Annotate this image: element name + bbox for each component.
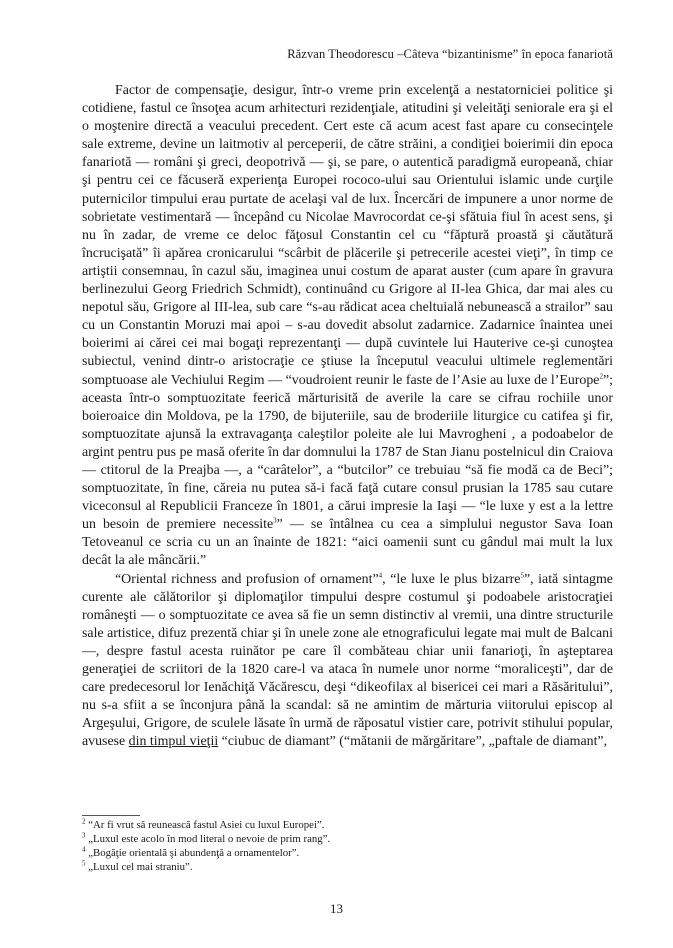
footnote-4 xyxy=(82,846,613,860)
running-header: Răzvan Theodorescu –Câteva “bizantinisme” în epoca fanariotă xyxy=(287,47,613,61)
paragraph-1-text-a: Factor de compensaţie, desigur, într-o vreme prin excelenţă a nestatorniciei politice şi cotidiene, fastul ce însoţea acum arhitecturi rezidenţiale, atitudini şi veleităţi seniorale era şi el o moştenire directă a veacului precedent. Cert este că acum acest fast apare cu consecinţele sale extreme, devine un laitmotiv al perceperii, de către străini, a condiţiei boierimii din epoca fanariotă — români şi greci, deopotrivă — şi, se pare, o autentică paradigmă europeană, chiar şi pentru cei ce făcuseră experienţa Europei rococo-ului sau Orientului islamic unde curţile puternicilor timpului erau purtate de acelaşi val de lux. Încercări de impunere a unor norme de sobrietate vestimentară — începând cu Nicolae Mavrocordat ce-şi sfătuia fiul în acest sens, şi nu în zadar, de vreme ce deloc făţosul Constantin cel cu “făptură proastă şi căutătură încrucişată” îi apărea cronicarului “scârbit de plăcerile şi petrecerile acestei vieţi”, în timp ce artiştii consemnau, în cazul său, imaginea unui costum de aparat auster (cum apare în gravura berlinezului Georg Friedrich Schmidt), continuând cu Grigore al II-lea Ghica, dar mai ales cu nepotul său, Grigore al III-lea, sub care “s-au rădicat acea cheltuială nebunească a strailor” sau cu un Constantin Moruzi mai apoi – s-au dovedit absolut zadarnice. Zadarnice înaintea unei boierimi ai cărei cei mai bogaţi reprezentanţi — după cuvintele lui Hauterive ce-şi cunoştea subiectul, venind dintr-o aristocraţie ce ştiuse la începutul veacului ultimele reglementări somptuoase ale Vechiului Regim — “voudroient reunir le faste de l’Asie au luxe de l’Europe xyxy=(82,83,613,388)
footnote-3 xyxy=(82,832,613,846)
footnote-text: “Ar fi vrut să reunească fastul Asiei cu luxul Europei”. xyxy=(85,819,325,831)
paragraph-2-text-b: , “le luxe le plus bizarre xyxy=(382,571,521,587)
paragraph-2-text-c: ”, iată sintagme curente ale călătorilor şi diplomaţilor timpului despre costumul şi podoabele aristocraţiei româneşti — o somptuozitate ce avea să fie un semn distinctiv al vremii, una dintre structurile sale artistice, difuz prezentă chiar şi în unele zone ale etnograficului legate mai mult de Balcani —, despre fastul acesta ruinător pe care îl combăteau chiar unii fanarioţi, în aşteptarea generaţiei de scriitori de la 1820 care-l va ataca în numele unor norme “moraliceşti”, dar de care predecesorul lor Ienăchiţă Văcărescu, deşi “dikeofilax al bisericei cei mari a Răsăritului”, nu s-a sfiit a se înconjura până la scandal: să ne amintim de mărturia viitorului episcop al Argeşului, Grigore, de sculele lăsate în urmă de răposatul vistier care, potrivit stihului popular, avusese xyxy=(82,571,613,750)
footnote-ref-4: 4 xyxy=(378,570,383,579)
footnote-number: 5 xyxy=(82,859,86,868)
footnote-number: 2 xyxy=(82,817,86,826)
footnote-5 xyxy=(82,860,613,874)
paragraph-2-text-a: “Oriental richness and profusion of ornament” xyxy=(115,571,379,587)
footnote-text: „Luxul este acolo în mod literal o nevoie de prim rang”. xyxy=(85,833,331,846)
footnote-number: 4 xyxy=(82,845,86,854)
body-text xyxy=(82,82,613,751)
underlined-phrase: din timpul vieţii xyxy=(128,734,219,750)
paragraph-1-text-c: ” — se întâlnea cu cea a simplului negustor Sava Ioan Tetoveanul ce scria cu un an înainte de 1821: “aici oamenii sunt cu gândul mai mult la lux decât la ale mâncării.” xyxy=(82,517,613,569)
paragraph-1 xyxy=(82,82,613,571)
paragraph-2-text-d: “ciubuc de diamant” (“mătanii de mărgăritare”, „paftale de diamant”, xyxy=(218,734,608,750)
paragraph-2 xyxy=(82,571,613,752)
paragraph-1-text-b: ”; aceasta într-o somptuozitate feerică mărturisită de averile la care se cifrau rochiile unor boieroaice din Moldova, pe la 1790, de bijuteriile, sau de broderiile liturgice cu catifea şi fir, somptuozitate ajunsă la extravaganţa caleştilor poleite ale lui Mavrogheni , a podoabelor de argint pentru pus pe masă oferite în dar domnului la 1787 de Stan Jianu postelnicul din Craiova — ctitorul de la Preajba —, a “carâtelor”, a “butcilor” ce trebuiau “să fie modă ca de Beci”; somptuozitate, în fine, căreia nu putea să-i facă faţă cutare consul prusian la 1785 sau cutare viceconsul al Republicii Franceze în 1801, a cărui impresie la Iaşi — “le luxe y est a la lettre un besoin de premiere necessite xyxy=(82,372,613,533)
footnote-2 xyxy=(82,818,613,832)
page-number: 13 xyxy=(330,901,343,916)
footnote-ref-5: 5 xyxy=(520,570,524,579)
footnote-text: „Luxul cel mai straniu”. xyxy=(85,861,193,874)
footnote-ref-2: 2 xyxy=(599,371,603,380)
footnote-ref-3: 3 xyxy=(273,516,277,525)
footnote-number: 3 xyxy=(82,831,86,840)
footnotes xyxy=(82,818,613,874)
footnote-rule xyxy=(82,815,140,816)
footnote-text: „Bogăţie orientală şi abundenţă a ornamentelor”. xyxy=(85,847,300,860)
